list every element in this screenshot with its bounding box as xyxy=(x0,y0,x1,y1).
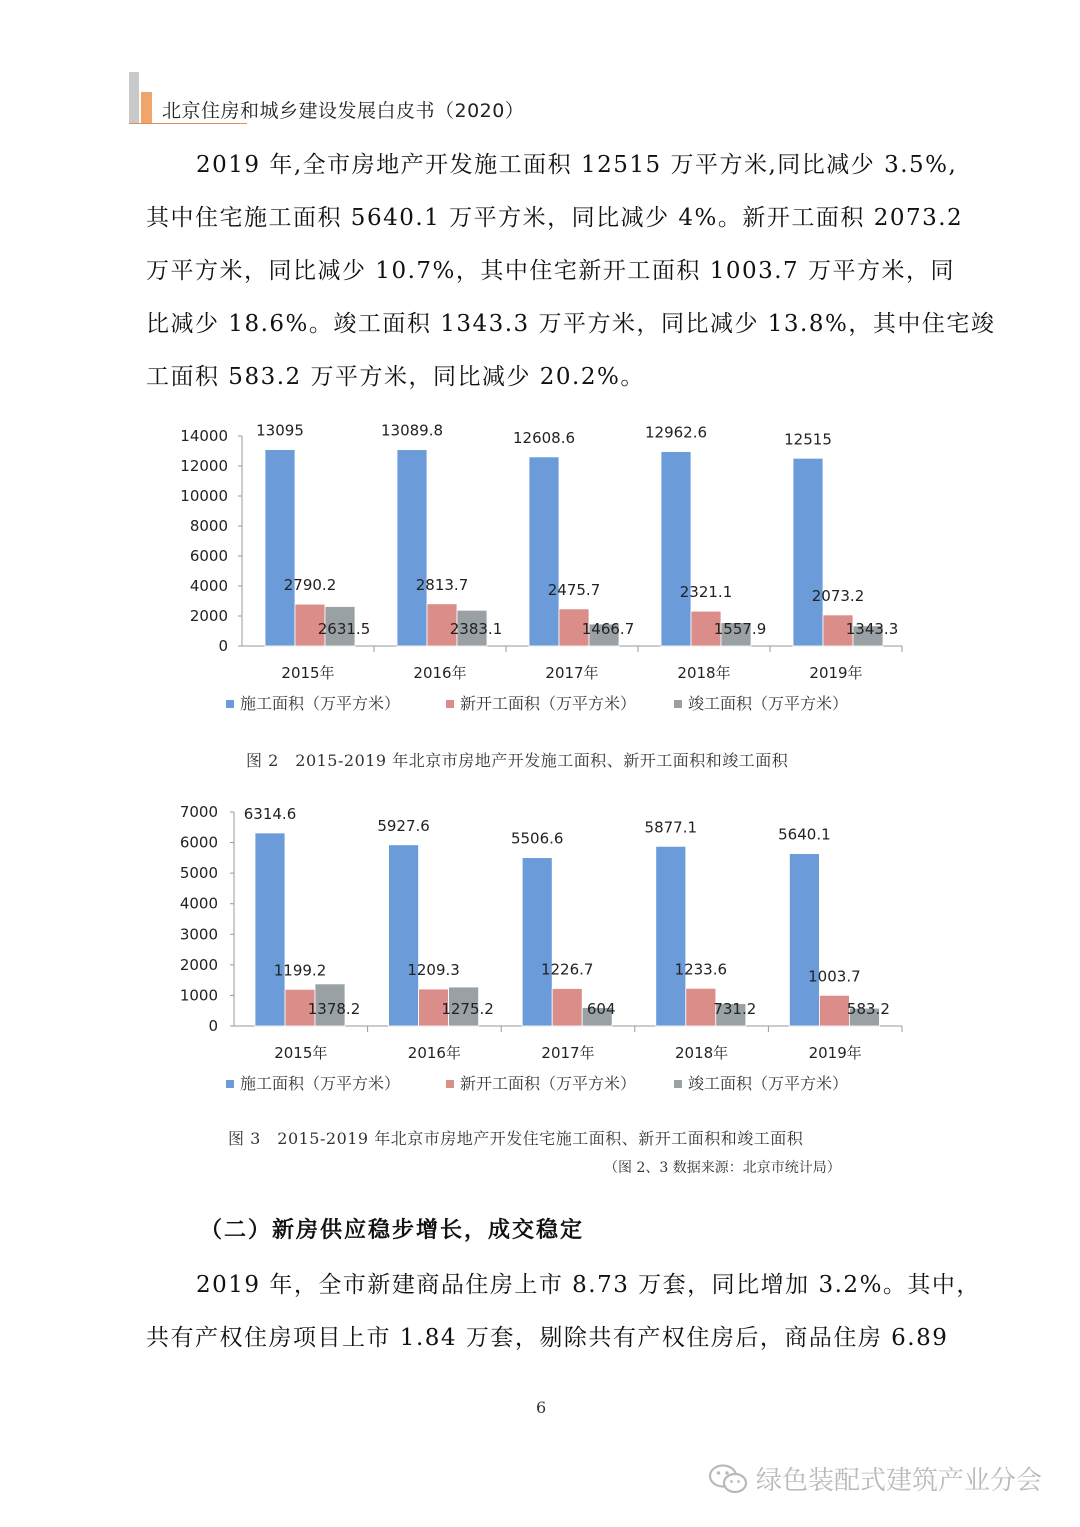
y-tick-label: 8000 xyxy=(189,517,228,535)
paragraph-line: 万平方米，同比减少 10.7%，其中住宅新开工面积 1003.7 万平方米，同 xyxy=(146,258,955,284)
x-category-label: 2019年 xyxy=(809,664,863,682)
y-tick-label: 12000 xyxy=(180,457,228,475)
data-label: 1226.7 xyxy=(540,960,594,979)
bar-new-start xyxy=(819,995,849,1026)
section-heading: （二）新房供应稳步增长，成交稳定 xyxy=(200,1217,585,1243)
legend-swatch xyxy=(226,1080,234,1088)
bar-construction xyxy=(793,458,823,646)
chart-1-caption: 图 2 2015-2019 年北京市房地产开发施工面积、新开工面积和竣工面积 xyxy=(246,751,789,770)
data-label: 1209.3 xyxy=(407,961,460,980)
paragraph-line: 比减少 18.6%。竣工面积 1343.3 万平方米，同比减少 13.8%，其中住宅竣 xyxy=(146,311,996,337)
y-tick-label: 1000 xyxy=(179,986,218,1005)
data-label: 6314.6 xyxy=(243,804,297,823)
legend-swatch xyxy=(226,700,234,708)
paragraph-line: 2019 年,全市房地产开发施工面积 12515 万平方米,同比减少 3.5%, xyxy=(196,152,958,178)
y-tick-label: 6000 xyxy=(179,833,218,852)
bar-new-start xyxy=(552,988,582,1026)
bar-construction xyxy=(661,452,691,646)
y-tick-label: 0 xyxy=(208,1017,218,1035)
data-label: 5877.1 xyxy=(644,818,698,837)
chart-1-svg xyxy=(0,418,1080,728)
bar-construction xyxy=(789,854,819,1026)
watermark-text: 绿色装配式建筑产业分会 xyxy=(756,1466,1043,1496)
x-category-label: 2016年 xyxy=(407,1044,461,1062)
data-label: 1557.9 xyxy=(713,620,767,638)
data-label: 1003.7 xyxy=(808,967,861,986)
x-category-label: 2015年 xyxy=(281,664,335,682)
header-accent-gray xyxy=(129,72,139,124)
data-label: 1466.7 xyxy=(581,620,635,638)
data-label: 604 xyxy=(586,1000,616,1018)
data-label: 5506.6 xyxy=(510,829,564,848)
data-label: 731.2 xyxy=(713,1000,757,1018)
watermark xyxy=(708,1460,1042,1497)
y-tick-label: 0 xyxy=(218,637,228,655)
bar-construction xyxy=(522,858,552,1026)
y-tick-label: 14000 xyxy=(180,427,228,445)
x-category-label: 2019年 xyxy=(808,1044,862,1062)
paragraph-line: 共有产权住房项目上市 1.84 万套，剔除共有产权住房后，商品住房 6.89 xyxy=(146,1325,949,1351)
x-category-label: 2015年 xyxy=(274,1044,328,1062)
legend-label: 新开工面积（万平方米） xyxy=(460,694,637,713)
x-category-label: 2018年 xyxy=(675,1044,729,1062)
wechat-icon xyxy=(708,1462,748,1496)
header-underline xyxy=(129,123,247,124)
legend-swatch xyxy=(674,700,682,708)
y-tick-label: 2000 xyxy=(189,607,228,625)
data-label: 1378.2 xyxy=(307,1000,361,1018)
data-label: 12515 xyxy=(784,430,832,449)
x-category-label: 2017年 xyxy=(541,1044,595,1062)
data-label: 1199.2 xyxy=(273,961,327,980)
legend-label: 新开工面积（万平方米） xyxy=(460,1074,637,1093)
data-label: 2813.7 xyxy=(415,575,469,594)
x-category-label: 2017年 xyxy=(545,664,599,682)
legend-label: 施工面积（万平方米） xyxy=(240,694,401,713)
data-label: 1275.2 xyxy=(441,1000,494,1018)
y-tick-label: 5000 xyxy=(179,864,218,883)
data-label: 1233.6 xyxy=(674,960,728,979)
data-label: 2475.7 xyxy=(547,580,601,599)
header-accent-orange xyxy=(141,92,152,124)
y-tick-label: 6000 xyxy=(189,547,228,565)
paragraph-line: 2019 年，全市新建商品住房上市 8.73 万套，同比增加 3.2%。其中， xyxy=(196,1272,981,1298)
data-label: 1343.3 xyxy=(845,620,899,638)
data-label: 583.2 xyxy=(846,1000,890,1018)
y-tick-label: 4000 xyxy=(189,577,228,595)
data-label: 12608.6 xyxy=(512,428,576,447)
header-title: 北京住房和城乡建设发展白皮书（2020） xyxy=(162,100,525,122)
y-tick-label: 2000 xyxy=(179,955,218,974)
data-label: 5927.6 xyxy=(377,816,430,835)
bar-construction xyxy=(389,845,419,1026)
paragraph-line: 其中住宅施工面积 5640.1 万平方米，同比减少 4%。新开工面积 2073.2 xyxy=(146,205,964,231)
data-label: 2321.1 xyxy=(679,583,733,602)
chart-2-caption: 图 3 2015-2019 年北京市房地产开发住宅施工面积、新开工面积和竣工面积 xyxy=(228,1129,804,1148)
data-label: 13095 xyxy=(256,421,304,440)
chart-source-note: （图 2、3 数据来源：北京市统计局） xyxy=(604,1160,841,1176)
y-tick-label: 4000 xyxy=(179,894,218,913)
data-label: 12962.6 xyxy=(644,423,708,442)
page-number: 6 xyxy=(536,1398,547,1417)
legend-swatch xyxy=(446,700,454,708)
chart-1 xyxy=(0,418,1080,728)
data-label: 2790.2 xyxy=(283,576,337,595)
chart-2 xyxy=(0,796,1080,1106)
chart-2-svg xyxy=(0,796,1080,1106)
y-tick-label: 10000 xyxy=(180,487,228,505)
x-category-label: 2016年 xyxy=(413,664,467,682)
bar-construction xyxy=(265,450,295,646)
bar-construction xyxy=(397,450,427,646)
x-category-label: 2018年 xyxy=(677,664,731,682)
bar-construction xyxy=(656,846,686,1026)
bar-construction xyxy=(529,457,559,646)
legend-swatch xyxy=(446,1080,454,1088)
paragraph-line: 工面积 583.2 万平方米，同比减少 20.2%。 xyxy=(146,364,645,390)
data-label: 2073.2 xyxy=(811,586,865,605)
legend-label: 施工面积（万平方米） xyxy=(240,1074,401,1093)
legend-label: 竣工面积（万平方米） xyxy=(688,694,849,713)
data-label: 5640.1 xyxy=(778,825,831,844)
bar-new-start xyxy=(686,988,716,1026)
legend-label: 竣工面积（万平方米） xyxy=(688,1074,849,1093)
bar-construction xyxy=(255,833,285,1026)
y-tick-label: 3000 xyxy=(179,925,218,944)
data-label: 2631.5 xyxy=(317,620,371,638)
y-tick-label: 7000 xyxy=(179,803,218,821)
data-label: 13089.8 xyxy=(380,421,444,440)
data-label: 2383.1 xyxy=(449,620,503,638)
legend-swatch xyxy=(674,1080,682,1088)
